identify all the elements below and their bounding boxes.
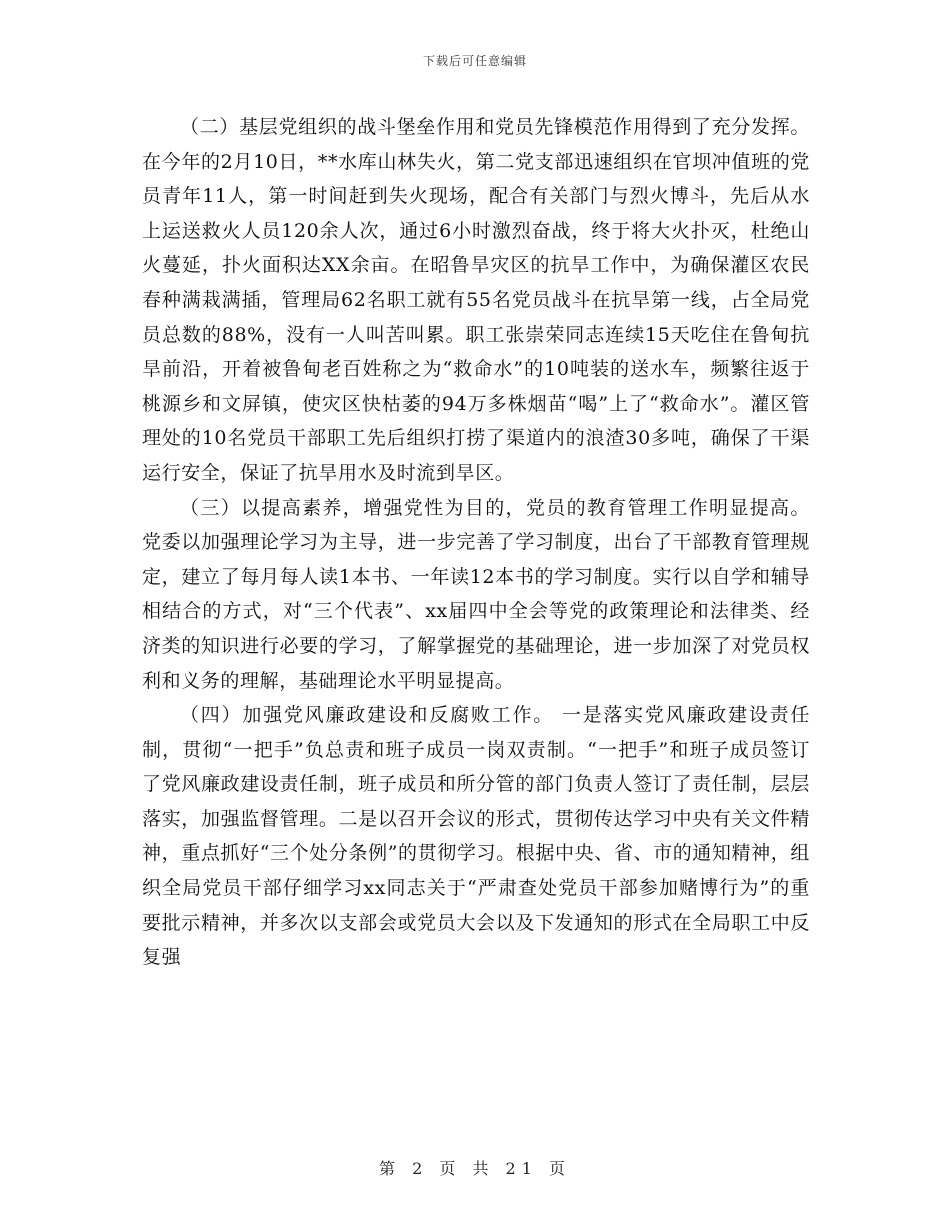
paragraph-anti-corruption: （四）加强党风廉政建设和反腐败工作。 一是落实党风廉政建设责任制，贯彻“一把手”负总责和班子成员一岗双责制。“一把手”和班子成员签订了党风廉政建设责任制，班子成员和所分管的部门负责人签订了责任制，层层落实，加强监督管理。二是以召开会议的形式，贯彻传达学习中央有关文件精神，重点抓好“三个处分条例”的贯彻学习。根据中央、省、市的通知精神，组织全局党员干部仔细学习xx同志关于“严肃查处党员干部参加赌博行为”的重要批示精神，并多次以支部会或党员大会以及下发通知的形式在全局职工中反复强 xyxy=(142,704,810,969)
document-body xyxy=(142,110,810,975)
paragraph-party-organization-role: （二）基层党组织的战斗堡垒作用和党员先锋模范作用得到了充分发挥。 在今年的2月10日，**水库山林失火，第二党支部迅速组织在官坝冲值班的党员青年11人，第一时间赶到失火现场，配合有关部门与烈火博斗，先后从水上运送救火人员120余人次，通过6小时激烈奋战，终于将大火扑灭，杜绝山火蔓延，扑火面积达XX余亩。在昭鲁旱灾区的抗旱工作中，为确保灌区农民春种满栽满插，管理局62名职工就有55名党员战斗在抗旱第一线，占全局党员总数的88%，没有一人叫苦叫累。职工张崇荣同志连续15天吃住在鲁甸抗旱前沿，开着被鲁甸老百姓称之为“救命水”的10吨装的送水车，频繁往返于桃源乡和文屏镇，使灾区快枯萎的94万多株烟苗“喝”上了“救命水”。灌区管理处的10名党员干部职工先后组织打捞了渠道内的浪渣30多吨，确保了干渠运行安全，保证了抗旱用水及时流到旱区。 xyxy=(142,116,810,484)
page-header-note: 下载后可任意编辑 xyxy=(422,54,527,68)
paragraph-party-education: （三）以提高素养，增强党性为目的，党员的教育管理工作明显提高。 党委以加强理论学习为主导，进一步完善了学习制度，出台了干部教育管理规定，建立了每月每人读1本书、一年读12本书的学习制度。实行以自学和辅导相结合的方式，对“三个代表”、xx届四中全会等党的政策理论和法律类、经济类的知识进行必要的学习，了解掌握党的基础理论，进一步加深了对党员权利和义务的理解，基础理论水平明显提高。 xyxy=(142,496,810,692)
page-number-footer: 第 2 页 共 21 页 xyxy=(379,1159,571,1178)
